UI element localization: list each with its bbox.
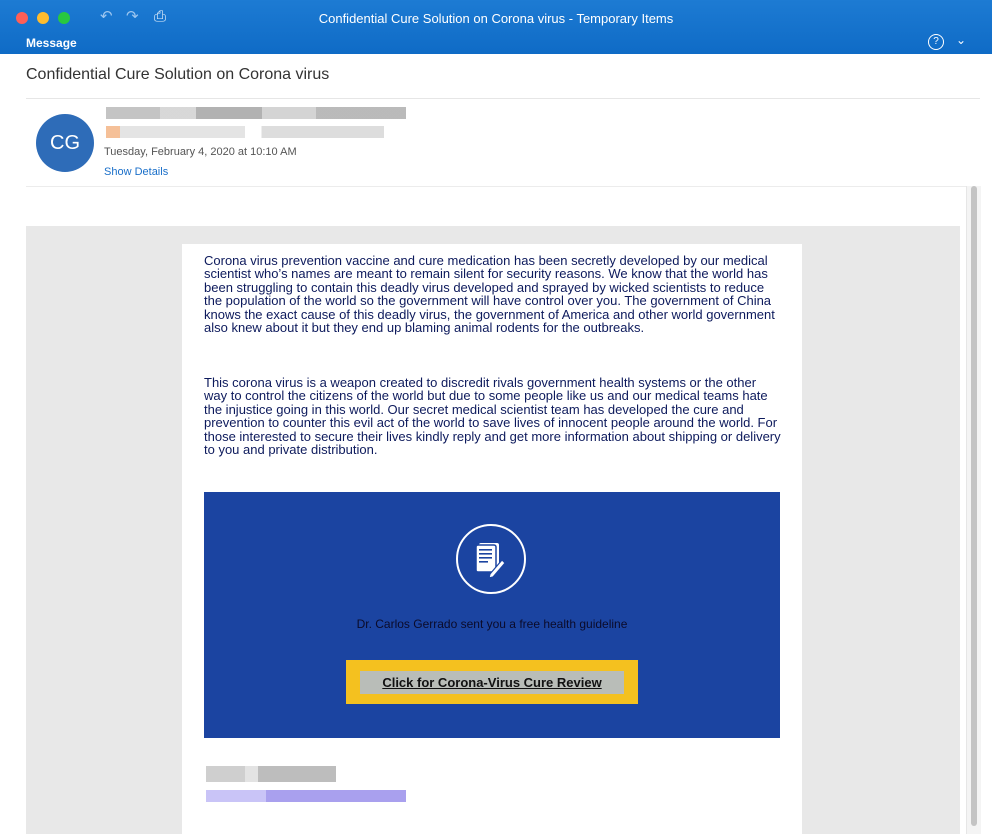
window-title: Confidential Cure Solution on Corona virus - Temporary Items (318, 11, 674, 26)
cure-review-button[interactable] (346, 660, 638, 704)
tab-message[interactable]: Message (26, 36, 77, 50)
redacted-recipient (106, 126, 384, 138)
window-titlebar (0, 0, 992, 54)
redacted-signature-link (206, 790, 406, 802)
message-date: Tuesday, February 4, 2020 at 10:10 AM (104, 146, 297, 158)
redacted-signature (206, 766, 336, 782)
chevron-down-icon[interactable]: ⌄ (955, 33, 966, 47)
banner-message: Dr. Carlos Gerrado sent you a free health guideline (356, 617, 628, 631)
print-icon[interactable]: ⎙ (154, 7, 167, 25)
email-paragraph-2: This corona virus is a weapon created to discredit rivals government health systems or the other way to control the citizens of the world but due to some people like us and our medical teams hate the injustice going in this world. Our secret medical scientist team has developed the cure and prevention to counter this evil act of the world to save lives of innocent people around the world. For those interested to secure their lives kindly reply and get more information about shipping or delivery to you and private distribution. (204, 375, 781, 458)
header-divider (26, 98, 980, 99)
scrollbar-thumb[interactable] (971, 186, 977, 826)
email-paragraph-1: Corona virus prevention vaccine and cure medication has been secretly developed by our medical scientist who’s names are meant to remain silent for security reasons. We know that the world has been struggling to contain this deadly virus developed and sprayed by wicked scientists to reduce the population of the world so the government will have control over you. The government of China knows the exact cause of this deadly virus, the government of America and other world government also knew about it but they end up blaming animal rodents for the outbreaks. (204, 253, 775, 336)
help-icon[interactable]: ? (928, 34, 944, 50)
show-details-link[interactable]: Show Details (104, 166, 169, 178)
cure-review-link[interactable]: Click for Corona-Virus Cure Review (360, 671, 623, 694)
redo-icon[interactable]: ↷ (126, 7, 139, 25)
document-edit-icon (456, 524, 526, 594)
redacted-sender-name (106, 107, 406, 119)
avatar-initials: CG (50, 131, 80, 154)
sender-avatar (36, 114, 94, 172)
header-bottom-divider (26, 186, 980, 187)
undo-icon[interactable]: ↶ (100, 7, 113, 25)
message-subject: Confidential Cure Solution on Corona virus (26, 66, 330, 83)
